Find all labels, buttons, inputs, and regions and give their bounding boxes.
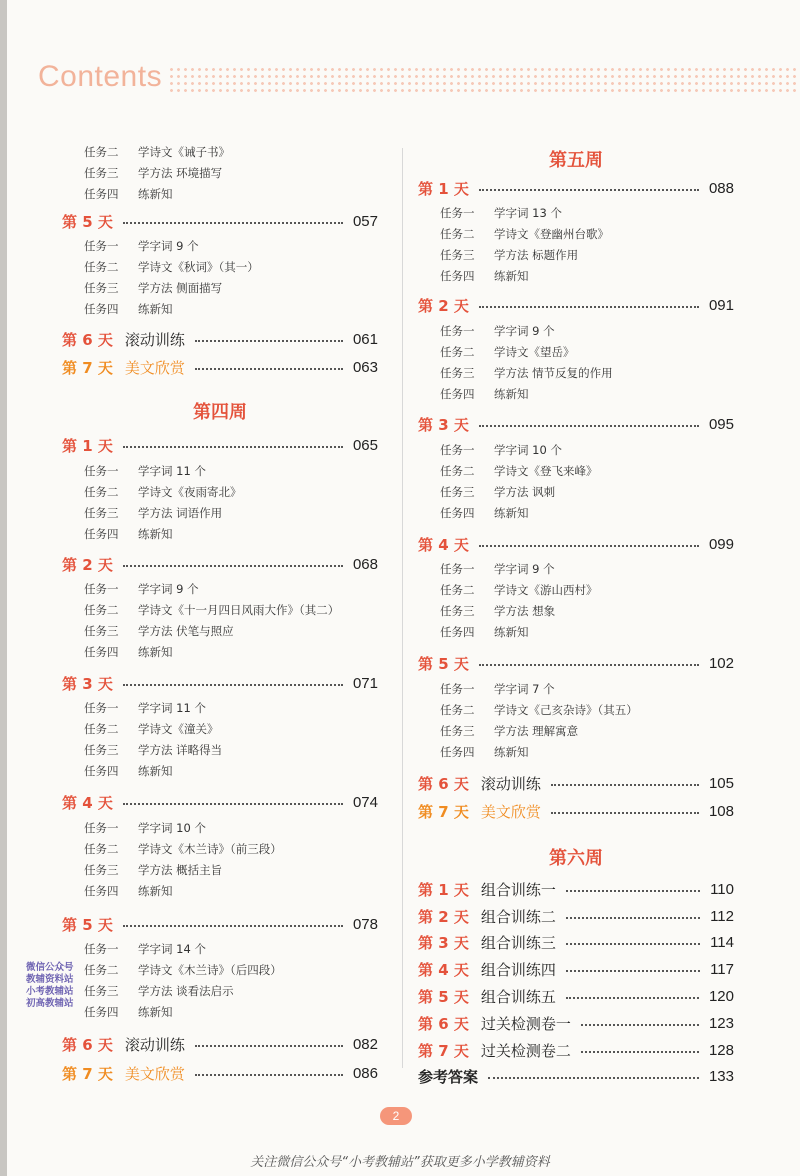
task-text: 练新知	[138, 645, 173, 659]
task-item	[84, 862, 378, 880]
week-heading: 第五周	[549, 150, 603, 171]
task-label: 任务一	[440, 682, 475, 696]
task-label: 任务四	[440, 745, 475, 759]
dot-leader	[479, 189, 699, 191]
page-ref: 114	[710, 933, 734, 951]
task-text: 学诗文《十一月四日风雨大作》（其二）	[138, 603, 340, 617]
entry-title: 滚动训练	[124, 1035, 185, 1054]
page-ref: 095	[708, 415, 734, 433]
task-text: 学方法 概括主旨	[138, 863, 223, 877]
task-item	[84, 721, 378, 739]
task-text: 练新知	[138, 527, 173, 541]
task-item	[440, 681, 734, 699]
watermark-stamp: 微信公众号 教辅资料站 小考教辅站 初高教辅站	[26, 962, 74, 1009]
task-item	[440, 386, 734, 404]
entry-title: 滚动训练	[480, 774, 541, 793]
day-label: 第 2 天	[418, 907, 469, 926]
task-item	[440, 624, 734, 642]
dot-leader	[123, 925, 343, 927]
page-ref: 063	[352, 358, 378, 376]
toc-day-entry[interactable]	[418, 412, 734, 436]
page-ref: 120	[708, 987, 734, 1005]
task-label: 任务一	[440, 443, 475, 457]
dot-leader	[479, 545, 699, 547]
task-label: 任务二	[440, 703, 475, 717]
task-text: 学方法 伏笔与照应	[138, 624, 234, 638]
toc-day-entry[interactable]	[62, 355, 378, 379]
page-ref: 071	[352, 674, 378, 692]
task-label: 任务四	[84, 764, 119, 778]
page-ref: 128	[708, 1041, 734, 1059]
task-item	[440, 505, 734, 523]
task-text: 学诗文《游山西村》	[494, 583, 598, 597]
task-label: 任务一	[440, 324, 475, 338]
task-text: 学诗文《木兰诗》（前三段）	[138, 842, 282, 856]
page-ref: 102	[708, 654, 734, 672]
task-item	[84, 186, 378, 204]
task-label: 任务四	[440, 269, 475, 283]
dot-leader	[123, 684, 343, 686]
task-label: 任务一	[440, 206, 475, 220]
task-text: 学字词 7 个	[494, 682, 555, 696]
task-text: 学诗文《木兰诗》（后四段）	[138, 963, 282, 977]
entry-title: 美文欣赏	[124, 358, 185, 377]
task-item	[440, 702, 734, 720]
dot-leader	[488, 1077, 699, 1079]
week-heading: 第六周	[549, 848, 603, 869]
toc-day-entry[interactable]	[62, 790, 378, 814]
task-text: 学字词 11 个	[138, 464, 206, 478]
task-item	[440, 484, 734, 502]
task-text: 学方法 环境描写	[138, 166, 223, 180]
task-label: 任务四	[84, 302, 119, 316]
dot-leader	[581, 1024, 699, 1026]
task-text: 学字词 11 个	[138, 701, 206, 715]
footer-note: 关注微信公众号“小考教辅站”获取更多小学教辅资料	[250, 1155, 550, 1170]
task-label: 任务三	[440, 724, 475, 738]
task-label: 任务三	[440, 485, 475, 499]
task-item	[440, 365, 734, 383]
page-ref: 078	[352, 915, 378, 933]
task-label: 任务二	[84, 722, 119, 736]
task-text: 学字词 9 个	[138, 582, 199, 596]
task-item	[84, 883, 378, 901]
day-label: 第 7 天	[418, 1041, 469, 1060]
task-text: 学字词 9 个	[138, 239, 199, 253]
task-item	[440, 442, 734, 460]
dot-leader	[195, 1045, 343, 1047]
day-label: 第 4 天	[418, 960, 469, 979]
task-text: 学方法 词语作用	[138, 506, 223, 520]
task-text: 学方法 讽刺	[494, 485, 556, 499]
toc-day-entry[interactable]	[62, 1032, 378, 1056]
task-label: 任务二	[84, 260, 119, 274]
task-item	[84, 623, 378, 641]
page-ref: 074	[352, 793, 378, 811]
task-label: 任务二	[440, 227, 475, 241]
toc-day-entry[interactable]	[418, 957, 734, 981]
task-label: 任务四	[440, 625, 475, 639]
dot-leader	[123, 565, 343, 567]
task-item	[84, 602, 378, 620]
task-item	[84, 484, 378, 502]
task-text: 学诗文《登飞来峰》	[494, 464, 598, 478]
task-label: 任务二	[84, 603, 119, 617]
entry-title: 过关检测卷一	[480, 1014, 571, 1033]
entry-title: 滚动训练	[124, 330, 185, 349]
entry-title: 组合训练三	[480, 933, 556, 952]
task-text: 学字词 10 个	[138, 821, 206, 835]
toc-day-entry[interactable]	[418, 1038, 734, 1062]
task-item	[84, 581, 378, 599]
task-text: 学诗文《秋词》（其一）	[138, 260, 259, 274]
task-item	[440, 247, 734, 265]
task-item	[84, 144, 378, 162]
dot-leader	[551, 784, 699, 786]
dot-leader	[581, 1051, 699, 1053]
task-label: 任务二	[84, 842, 119, 856]
day-label: 第 3 天	[62, 674, 113, 693]
contents-header	[38, 60, 800, 104]
task-label: 任务一	[84, 582, 119, 596]
dot-leader	[566, 997, 699, 999]
page-ref: 112	[710, 907, 734, 925]
dot-leader	[479, 425, 699, 427]
task-label: 任务二	[440, 464, 475, 478]
task-item	[440, 268, 734, 286]
task-text: 学方法 详略得当	[138, 743, 223, 757]
task-item	[84, 238, 378, 256]
toc-day-entry[interactable]	[418, 904, 734, 928]
task-label: 任务三	[84, 863, 119, 877]
dot-leader	[195, 1074, 343, 1076]
task-item	[84, 526, 378, 544]
decorative-dot-band	[168, 66, 800, 94]
dot-leader	[195, 368, 343, 370]
task-label: 任务三	[84, 281, 119, 295]
page-ref: 068	[352, 555, 378, 573]
task-text: 练新知	[138, 187, 173, 201]
entry-title: 组合训练五	[480, 987, 556, 1006]
task-label: 任务四	[84, 527, 119, 541]
page-ref: 105	[708, 774, 734, 792]
toc-day-entry[interactable]	[62, 327, 378, 351]
entry-title: 过关检测卷二	[480, 1041, 571, 1060]
task-label: 任务三	[84, 624, 119, 638]
task-text: 学字词 10 个	[494, 443, 562, 457]
task-item	[84, 763, 378, 781]
toc-day-entry[interactable]	[62, 552, 378, 576]
task-label: 任务四	[440, 387, 475, 401]
dot-leader	[123, 803, 343, 805]
task-item	[440, 561, 734, 579]
dot-leader	[566, 917, 700, 919]
task-item	[440, 744, 734, 762]
task-text: 学字词 14 个	[138, 942, 206, 956]
task-text: 学方法 侧面描写	[138, 281, 223, 295]
task-label: 任务一	[84, 701, 119, 715]
toc-day-entry[interactable]	[418, 651, 734, 675]
day-label: 第 6 天	[418, 774, 469, 793]
entry-title: 美文欣赏	[124, 1064, 185, 1083]
task-text: 练新知	[494, 269, 529, 283]
task-item	[84, 463, 378, 481]
task-item	[84, 280, 378, 298]
task-item	[84, 259, 378, 277]
task-text: 学方法 情节反复的作用	[494, 366, 613, 380]
task-label: 任务二	[84, 145, 119, 159]
task-label: 任务一	[84, 942, 119, 956]
page-ref: 133	[708, 1067, 734, 1085]
task-text: 学诗文《夜雨寄北》	[138, 485, 242, 499]
task-label: 任务三	[84, 743, 119, 757]
task-text: 学方法 理解寓意	[494, 724, 579, 738]
day-label: 第 5 天	[418, 654, 469, 673]
task-text: 练新知	[494, 387, 529, 401]
toc-day-entry[interactable]	[62, 433, 378, 457]
task-text: 练新知	[138, 1005, 173, 1019]
page-ref: 117	[710, 960, 734, 978]
task-label: 任务二	[84, 485, 119, 499]
day-label: 第 6 天	[62, 330, 113, 349]
task-label: 任务三	[440, 366, 475, 380]
day-label: 第 3 天	[418, 415, 469, 434]
page-ref: 086	[352, 1064, 378, 1082]
task-item	[440, 603, 734, 621]
task-label: 任务二	[440, 345, 475, 359]
task-item	[440, 723, 734, 741]
task-text: 练新知	[138, 764, 173, 778]
day-label: 第 6 天	[62, 1035, 113, 1054]
page-ref: 057	[352, 212, 378, 230]
task-text: 学诗文《登幽州台歌》	[494, 227, 609, 241]
task-label: 任务二	[84, 963, 119, 977]
page-ref: 088	[708, 179, 734, 197]
toc-day-entry[interactable]	[418, 984, 734, 1008]
day-label: 第 7 天	[62, 1064, 113, 1083]
day-label: 第 1 天	[418, 880, 469, 899]
task-text: 学方法 谈看法启示	[138, 984, 234, 998]
day-label: 第 3 天	[418, 933, 469, 952]
task-text: 练新知	[494, 745, 529, 759]
task-text: 学方法 标题作用	[494, 248, 579, 262]
page-edge	[0, 0, 7, 1176]
entry-title: 组合训练一	[480, 880, 556, 899]
day-label: 第 4 天	[62, 793, 113, 812]
page-number: 2	[380, 1107, 412, 1125]
task-item	[84, 505, 378, 523]
toc-day-entry[interactable]	[418, 930, 734, 954]
page-title: Contents	[38, 60, 163, 93]
day-label: 第 5 天	[62, 915, 113, 934]
toc-day-entry[interactable]	[62, 912, 378, 936]
task-text: 学诗文《潼关》	[138, 722, 219, 736]
day-label: 第 1 天	[418, 179, 469, 198]
task-text: 学诗文《望岳》	[494, 345, 575, 359]
task-item	[84, 983, 378, 1001]
task-item	[440, 226, 734, 244]
task-item	[84, 644, 378, 662]
task-item	[84, 301, 378, 319]
toc-day-entry[interactable]	[418, 532, 734, 556]
week-heading: 第四周	[193, 402, 247, 423]
task-label: 任务四	[440, 506, 475, 520]
task-label: 任务三	[440, 604, 475, 618]
task-text: 学字词 9 个	[494, 562, 555, 576]
task-label: 任务四	[84, 187, 119, 201]
toc-day-entry[interactable]	[418, 877, 734, 901]
toc-day-entry[interactable]	[62, 1061, 378, 1085]
task-text: 练新知	[138, 884, 173, 898]
task-label: 任务三	[84, 984, 119, 998]
dot-leader	[566, 890, 700, 892]
entry-title: 美文欣赏	[480, 802, 541, 821]
task-label: 任务四	[84, 645, 119, 659]
task-item	[84, 962, 378, 980]
task-item	[440, 344, 734, 362]
day-label: 第 2 天	[62, 555, 113, 574]
dot-leader	[551, 812, 699, 814]
task-text: 学诗文《己亥杂诗》（其五）	[494, 703, 638, 717]
task-label: 任务三	[84, 166, 119, 180]
page-ref: 065	[352, 436, 378, 454]
task-text: 学方法 想象	[494, 604, 556, 618]
task-text: 学字词 9 个	[494, 324, 555, 338]
task-item	[84, 841, 378, 859]
day-label: 第 5 天	[62, 212, 113, 231]
day-label: 第 7 天	[418, 802, 469, 821]
page-ref: 091	[708, 296, 734, 314]
task-label: 任务一	[440, 562, 475, 576]
answers-label: 参考答案	[418, 1067, 479, 1086]
task-text: 练新知	[138, 302, 173, 316]
task-label: 任务二	[440, 583, 475, 597]
task-item	[440, 463, 734, 481]
dot-leader	[123, 222, 343, 224]
task-label: 任务四	[84, 1005, 119, 1019]
task-label: 任务三	[84, 506, 119, 520]
day-label: 第 1 天	[62, 436, 113, 455]
task-item	[440, 205, 734, 223]
day-label: 第 4 天	[418, 535, 469, 554]
dot-leader	[566, 943, 700, 945]
day-label: 第 6 天	[418, 1014, 469, 1033]
entry-title: 组合训练二	[480, 907, 556, 926]
task-label: 任务三	[440, 248, 475, 262]
task-label: 任务四	[84, 884, 119, 898]
day-label: 第 2 天	[418, 296, 469, 315]
entry-title: 组合训练四	[480, 960, 556, 979]
page-ref: 099	[708, 535, 734, 553]
task-text: 学诗文《诫子书》	[138, 145, 230, 159]
task-item	[84, 700, 378, 718]
task-label: 任务一	[84, 464, 119, 478]
toc-answers-entry[interactable]	[418, 1064, 734, 1088]
toc-day-entry[interactable]	[62, 209, 378, 233]
task-item	[84, 165, 378, 183]
task-item	[84, 742, 378, 760]
day-label: 第 5 天	[418, 987, 469, 1006]
dot-leader	[479, 664, 699, 666]
toc-day-entry[interactable]	[418, 771, 734, 795]
toc-day-entry[interactable]	[418, 176, 734, 200]
task-text: 练新知	[494, 506, 529, 520]
dot-leader	[123, 446, 343, 448]
task-label: 任务一	[84, 239, 119, 253]
dot-leader	[195, 340, 343, 342]
task-item	[84, 820, 378, 838]
task-item	[440, 323, 734, 341]
page-ref: 082	[352, 1035, 378, 1053]
column-divider	[402, 148, 403, 1068]
toc-day-entry[interactable]	[418, 799, 734, 823]
page-ref: 061	[352, 330, 378, 348]
page-ref: 110	[710, 880, 734, 898]
dot-leader	[479, 306, 699, 308]
task-item	[440, 582, 734, 600]
page-ref: 108	[708, 802, 734, 820]
task-item	[84, 1004, 378, 1022]
task-text: 练新知	[494, 625, 529, 639]
task-item	[84, 941, 378, 959]
day-label: 第 7 天	[62, 358, 113, 377]
toc-day-entry[interactable]	[418, 293, 734, 317]
dot-leader	[566, 970, 700, 972]
toc-day-entry[interactable]	[62, 671, 378, 695]
toc-day-entry[interactable]	[418, 1011, 734, 1035]
task-label: 任务一	[84, 821, 119, 835]
task-text: 学字词 13 个	[494, 206, 562, 220]
page-ref: 123	[708, 1014, 734, 1032]
